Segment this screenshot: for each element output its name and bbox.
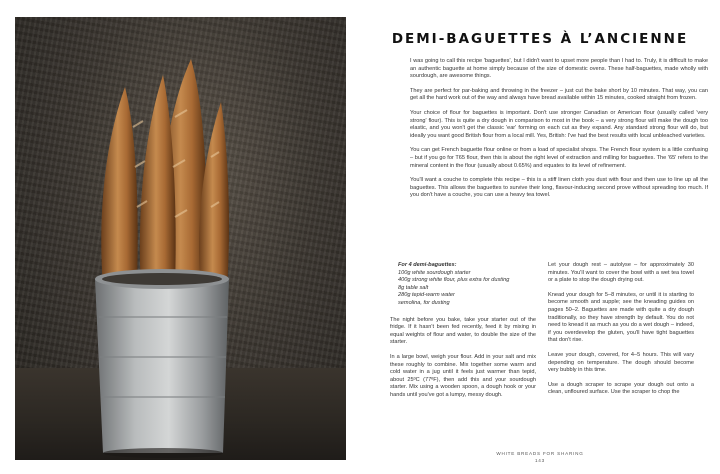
ingredient-item: semolina, for dusting	[398, 299, 450, 306]
intro-text	[410, 58, 708, 207]
method-paragraph: Leave your dough, covered, for 4–5 hours. This will vary depending on temperature. The dough should become very bubbly in this time.	[548, 351, 694, 374]
footer-section-title: WHITE BREADS FOR SHARING	[496, 451, 584, 456]
intro-paragraph: I was going to call this recipe 'baguettes', but I didn't want to upset more people than I had to. Truly, it is difficult to make an authentic baguette at home simply because of the size of domestic ovens. These half-baguettes, made wholly with sourdough, are awesome things.	[410, 58, 708, 80]
recipe-title: DEMI-BAGUETTES À L’ANCIENNE	[391, 31, 689, 47]
intro-paragraph: Your choice of flour for baguettes is important. Don't use stronger Canadian or American flour (usually called 'very strong' flour). This is quite a dry dough in comparison to most in the book – a very strong flour will make the dough too elastic, and you won't get the classic 'ear' forming on each cut as they expand. Any standard strong flour will do, but ideally you want good British flour from a local mill. Yes, British: I've had the best results with local unbleached varieties.	[410, 109, 708, 139]
intro-paragraph: You'll want a couche to complete this recipe – this is a stiff linen cloth you dust with flour and then use to line up all the baguettes. This allows the baguettes to survive their long, flavour-inducing second prove without spreading too much. If you don't have a couche, you can use a heavy tea towel.	[410, 177, 708, 199]
ingredient-item: 8g table salt	[398, 284, 429, 291]
method-paragraph: Knead your dough for 5–8 minutes, or until it is starting to become smooth and supple; see the kneading guides on pages 50–2. Baguettes are made with quite a dry dough traditionally, so they have strength by default. You do not need to knead it as much as you do a wet dough – indeed, if you overdevelop the gluten, you'll have tight baguettes that don't rise.	[548, 291, 694, 344]
method-paragraph: Use a dough scraper to scrape your dough out onto a clean, unfloured surface. Use the scraper to chop the	[548, 381, 694, 396]
baguettes-photo	[15, 17, 346, 460]
method-right-column	[548, 262, 694, 404]
method-paragraph: Let your dough rest – autolyse – for approximately 30 minutes. You'll want to cover the bowl with a wet tea towel or a plate to stop the dough drying out.	[548, 262, 694, 284]
ingredient-item: 400g strong white flour, plus extra for dusting	[398, 277, 510, 284]
ingredients-list	[398, 262, 536, 308]
baguettes-in-tin-illustration	[15, 17, 346, 460]
intro-paragraph: You can get French baguette flour online or from a load of specialist shops. The French flour system is a little confusing – but if you go for T65 flour, then this is about the right level of extraction and milling for baguettes. The '65' refers to the mineral content in the flour (usually about 0.65%) and equates to its level of refinement.	[410, 147, 708, 169]
ingredient-item: 100g white sourdough starter	[398, 269, 471, 276]
intro-paragraph: They are perfect for par-baking and throwing in the freezer – just cut the bake short by 10 minutes. That way, you can get all the hard work out of the way and always have bread available within 15 minutes, cooked straight from frozen.	[410, 87, 708, 102]
method-left-column	[390, 262, 536, 407]
method-paragraph: In a large bowl, weigh your flour. Add in your salt and mix these roughly to combine. Mix together some warm and cold water in a jug until it feels just warmer than tepid, about 25ºC (77ºF), then add this and your sourdough starter. Mix using a wooden spoon, a dough hook or your hands until you've got a lumpy, messy dough.	[390, 353, 536, 398]
ingredients-title: For 4 demi-baguettes:	[398, 262, 457, 268]
recipe-page	[372, 0, 708, 474]
ingredient-item: 280g tepid-warm water	[398, 292, 455, 299]
method-paragraph: The night before you bake, take your starter out of the fridge. If it hasn't been fed recently, feed it by mixing in equal weights of flour and water, to double the size of the starter.	[390, 316, 536, 346]
page-number: 143	[534, 458, 546, 463]
